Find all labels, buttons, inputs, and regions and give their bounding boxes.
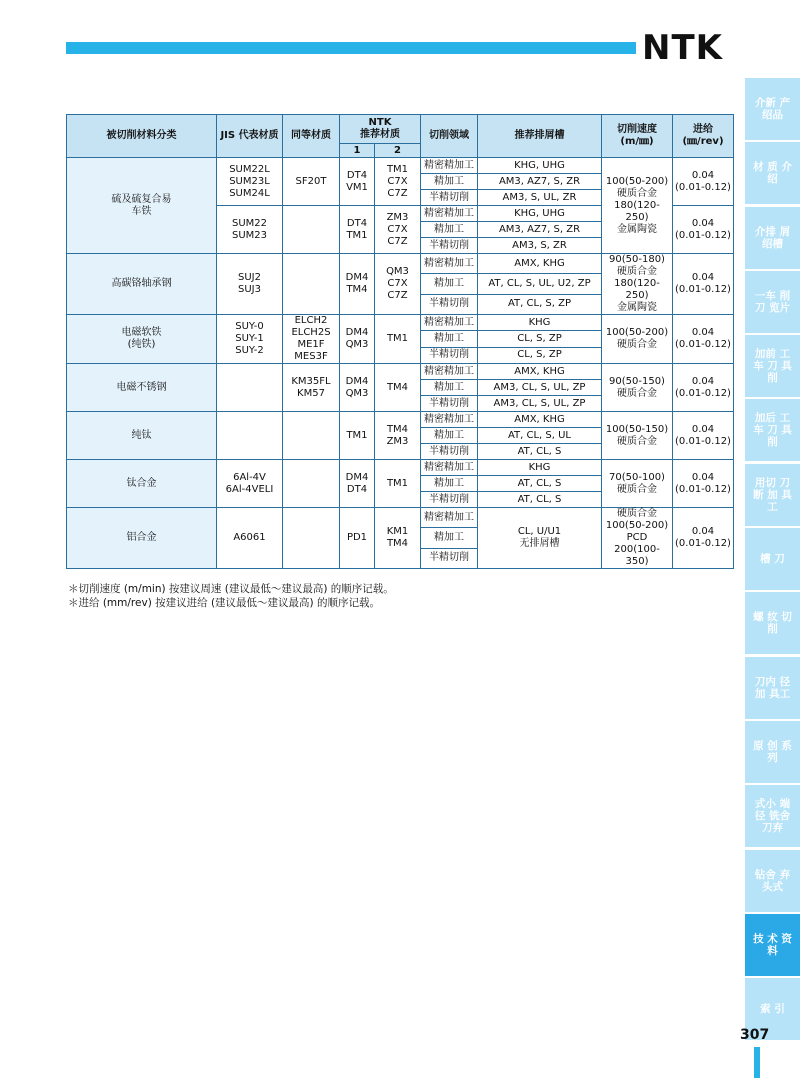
- area-cell: 半精切削: [421, 444, 478, 460]
- speed-cell: 90(50-180) 硬质合金 180(120-250) 金属陶瓷: [602, 254, 673, 315]
- side-tab-back-turning-tools[interactable]: 加后 工车 刀 具削: [745, 399, 800, 461]
- grade2-cell: TM4 ZM3: [375, 412, 421, 460]
- footnote-speed: ＊切削速度 (m/min) 按建议周速 (建议最低～建议最高) 的顺序记载。: [68, 583, 394, 595]
- chipbreaker-cell: AM3, CL, S, UL, ZP: [478, 396, 602, 412]
- area-cell: 精加工: [421, 528, 478, 548]
- side-tab-original-series[interactable]: 原 创 系 列: [745, 721, 800, 783]
- side-tab-index[interactable]: 索 引: [745, 978, 800, 1040]
- jis-cell: SUM22 SUM23: [217, 206, 283, 254]
- grade2-cell: TM1 C7X C7Z: [375, 158, 421, 206]
- chipbreaker-cell: AM3, CL, S, UL, ZP: [478, 380, 602, 396]
- area-cell: 半精切削: [421, 548, 478, 568]
- grade1-cell: DM4 TM4: [340, 254, 375, 315]
- area-cell: 半精切削: [421, 396, 478, 412]
- equivalent-cell: [283, 508, 340, 569]
- chipbreaker-cell: CL, S, ZP: [478, 331, 602, 347]
- chipbreaker-cell: CL, S, ZP: [478, 347, 602, 363]
- area-cell: 精加工: [421, 274, 478, 294]
- category-cell: 纯钛: [67, 412, 217, 460]
- grade2-cell: ZM3 C7X C7Z: [375, 206, 421, 254]
- chipbreaker-cell: AM3, AZ7, S, ZR: [478, 222, 602, 238]
- header-area: 切削领域: [421, 115, 478, 158]
- side-tab-front-turning-tools[interactable]: 加前 工车 刀 具削: [745, 335, 800, 397]
- area-cell: 精加工: [421, 428, 478, 444]
- side-tab-drills[interactable]: 钻舍 弃 头式: [745, 850, 800, 912]
- chipbreaker-cell: AMX, KHG: [478, 364, 602, 380]
- grade2-cell: TM1: [375, 460, 421, 508]
- grade1-cell: DM4 QM3: [340, 364, 375, 412]
- category-cell: 硫及硫复合易 车铁: [67, 158, 217, 254]
- side-tab-turning-inserts[interactable]: 一车 削 刀 览片: [745, 271, 800, 333]
- header-equivalent: 同等材质: [283, 115, 340, 158]
- area-cell: 精加工: [421, 331, 478, 347]
- chipbreaker-cell: AM3, AZ7, S, ZR: [478, 174, 602, 190]
- side-navigation: [745, 78, 800, 1042]
- chipbreaker-cell: AT, CL, S: [478, 492, 602, 508]
- speed-cell: 硬质合金 100(50-200) PCD 200(100-350): [602, 508, 673, 569]
- feed-cell: 0.04 (0.01-0.12): [673, 460, 734, 508]
- grade2-cell: QM3 C7X C7Z: [375, 254, 421, 315]
- chipbreaker-cell: KHG, UHG: [478, 206, 602, 222]
- jis-cell: [217, 364, 283, 412]
- area-cell: 精密精加工: [421, 158, 478, 174]
- header-feed: [673, 115, 734, 158]
- area-cell: 精密精加工: [421, 254, 478, 274]
- brand-logo: NTK: [642, 28, 723, 68]
- category-cell: 钛合金: [67, 460, 217, 508]
- feed-cell: 0.04 (0.01-0.12): [673, 508, 734, 569]
- speed-cell: 90(50-150) 硬质合金: [602, 364, 673, 412]
- header-feed-line1: 进给: [693, 124, 713, 135]
- header-feed-line2: (㎜/rev): [682, 136, 724, 147]
- side-tab-chipbreakers[interactable]: 介排 屑 绍槽: [745, 207, 800, 269]
- side-tab-grooving[interactable]: 槽 刀: [745, 528, 800, 590]
- chipbreaker-cell: AT, CL, S, UL: [478, 428, 602, 444]
- equivalent-cell: SF20T: [283, 158, 340, 206]
- chipbreaker-cell: AT, CL, S, UL, U2, ZP: [478, 274, 602, 294]
- side-tab-boring-tools[interactable]: 刀内 径 加 具工: [745, 657, 800, 719]
- header-accent-bar: [66, 42, 636, 54]
- header-ntk-grade: [340, 115, 421, 144]
- area-cell: 精密精加工: [421, 412, 478, 428]
- category-cell: 高碳铬轴承钢: [67, 254, 217, 315]
- grade1-cell: DM4 DT4: [340, 460, 375, 508]
- page-number: 307: [740, 1027, 770, 1043]
- feed-cell: 0.04 (0.01-0.12): [673, 315, 734, 364]
- area-cell: 精密精加工: [421, 315, 478, 331]
- category-cell: 电磁不锈钢: [67, 364, 217, 412]
- grade2-cell: KM1 TM4: [375, 508, 421, 569]
- header-ntk-line2: 推荐材质: [360, 129, 400, 140]
- area-cell: 精密精加工: [421, 460, 478, 476]
- jis-cell: SUM22L SUM23L SUM24L: [217, 158, 283, 206]
- equivalent-cell: [283, 460, 340, 508]
- category-cell: 电磁软铁 (纯铁): [67, 315, 217, 364]
- header-chipbreaker: 推荐排屑槽: [478, 115, 602, 158]
- grade1-cell: PD1: [340, 508, 375, 569]
- header-col1: 1: [340, 144, 375, 158]
- area-cell: 半精切削: [421, 190, 478, 206]
- side-tab-grades[interactable]: 材 质 介 绍: [745, 142, 800, 204]
- area-cell: 半精切削: [421, 492, 478, 508]
- feed-cell: 0.04 (0.01-0.12): [673, 206, 734, 254]
- cutting-conditions-table: [66, 114, 734, 569]
- chipbreaker-cell: AT, CL, S: [478, 476, 602, 492]
- chipbreaker-cell: CL, U/U1 无排屑槽: [478, 508, 602, 569]
- grade1-cell: DT4 VM1: [340, 158, 375, 206]
- jis-cell: SUY-0 SUY-1 SUY-2: [217, 315, 283, 364]
- chipbreaker-cell: AT, CL, S, ZP: [478, 294, 602, 314]
- speed-cell: 100(50-200) 硬质合金 180(120-250) 金属陶瓷: [602, 158, 673, 254]
- speed-cell: 100(50-150) 硬质合金: [602, 412, 673, 460]
- feed-cell: 0.04 (0.01-0.12): [673, 254, 734, 315]
- equivalent-cell: [283, 254, 340, 315]
- area-cell: 精密精加工: [421, 364, 478, 380]
- chipbreaker-cell: AM3, S, UL, ZR: [478, 190, 602, 206]
- feed-cell: 0.04 (0.01-0.12): [673, 364, 734, 412]
- equivalent-cell: KM35FL KM57: [283, 364, 340, 412]
- chipbreaker-cell: KHG: [478, 315, 602, 331]
- jis-cell: 6Al-4V 6Al-4VELI: [217, 460, 283, 508]
- header-ntk-line1: NTK: [368, 117, 392, 128]
- jis-cell: A6061: [217, 508, 283, 569]
- area-cell: 精加工: [421, 222, 478, 238]
- grade2-cell: TM4: [375, 364, 421, 412]
- chipbreaker-cell: AM3, S, ZR: [478, 238, 602, 254]
- chipbreaker-cell: AMX, KHG: [478, 412, 602, 428]
- side-tab-cutoff-tools[interactable]: 用切 刀断 加 具工: [745, 464, 800, 526]
- header-speed-line2: (m/㎜): [620, 136, 654, 147]
- area-cell: 半精切削: [421, 347, 478, 363]
- jis-cell: [217, 412, 283, 460]
- category-cell: 铝合金: [67, 508, 217, 569]
- header-col2: 2: [375, 144, 421, 158]
- area-cell: 精密精加工: [421, 206, 478, 222]
- equivalent-cell: ELCH2 ELCH2S ME1F MES3F: [283, 315, 340, 364]
- side-tab-endmills[interactable]: 式小 端径 铣舍 刀弃: [745, 785, 800, 847]
- chipbreaker-cell: KHG: [478, 460, 602, 476]
- area-cell: 精密精加工: [421, 508, 478, 528]
- chipbreaker-cell: AT, CL, S: [478, 444, 602, 460]
- footnotes: [68, 582, 394, 610]
- header-speed: [602, 115, 673, 158]
- header-category: 被切削材料分类: [67, 115, 217, 158]
- side-tab-new-products[interactable]: 介新 产 绍品: [745, 78, 800, 140]
- side-tab-threading[interactable]: 螺 纹 切 削: [745, 592, 800, 654]
- footnote-feed: ＊进给 (mm/rev) 按建议进给 (建议最低～建议最高) 的顺序记载。: [68, 597, 380, 609]
- grade1-cell: DT4 TM1: [340, 206, 375, 254]
- speed-cell: 70(50-100) 硬质合金: [602, 460, 673, 508]
- page-number-bar: [754, 1047, 760, 1078]
- header-speed-line1: 切削速度: [617, 124, 657, 135]
- jis-cell: SUJ2 SUJ3: [217, 254, 283, 315]
- feed-cell: 0.04 (0.01-0.12): [673, 158, 734, 206]
- side-tab-technical-data[interactable]: 技 术 资 料: [745, 914, 800, 976]
- header-jis: JIS 代表材质: [217, 115, 283, 158]
- area-cell: 精加工: [421, 380, 478, 396]
- area-cell: 半精切削: [421, 294, 478, 314]
- area-cell: 半精切削: [421, 238, 478, 254]
- chipbreaker-cell: KHG, UHG: [478, 158, 602, 174]
- area-cell: 精加工: [421, 174, 478, 190]
- chipbreaker-cell: AMX, KHG: [478, 254, 602, 274]
- area-cell: 精加工: [421, 476, 478, 492]
- feed-cell: 0.04 (0.01-0.12): [673, 412, 734, 460]
- equivalent-cell: [283, 412, 340, 460]
- grade1-cell: DM4 QM3: [340, 315, 375, 364]
- grade1-cell: TM1: [340, 412, 375, 460]
- grade2-cell: TM1: [375, 315, 421, 364]
- equivalent-cell: [283, 206, 340, 254]
- speed-cell: 100(50-200) 硬质合金: [602, 315, 673, 364]
